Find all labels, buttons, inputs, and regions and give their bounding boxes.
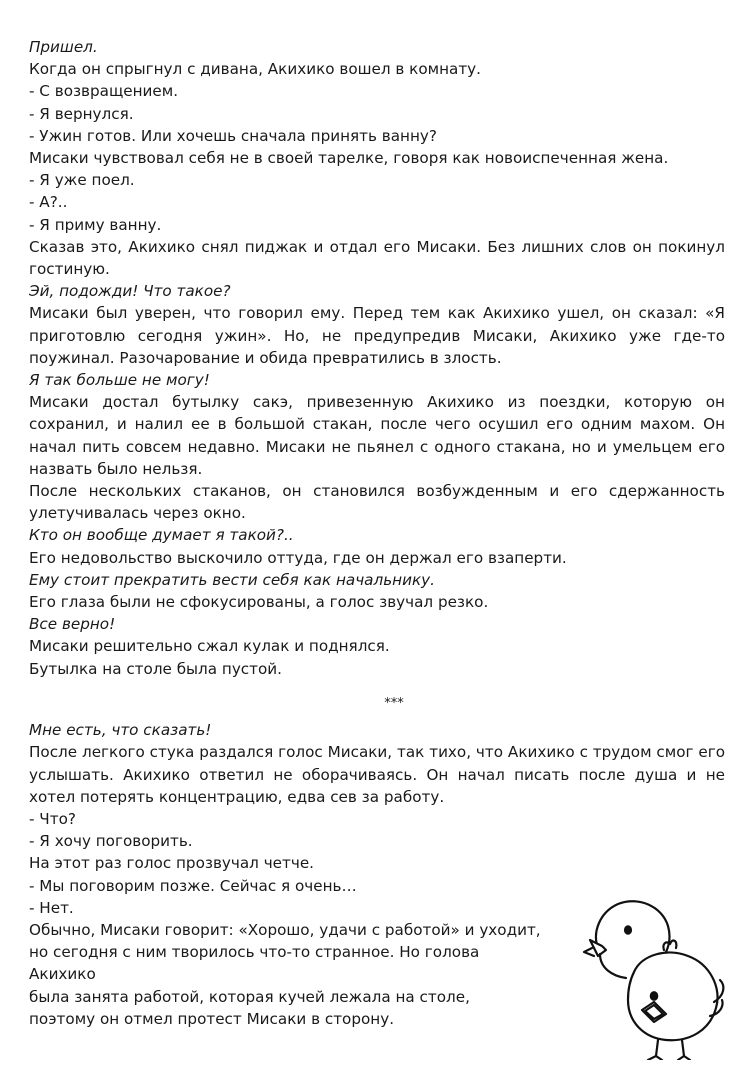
paragraph: Мисаки был уверен, что говорил ему. Перед тем как Акихико ушел, он сказал: «Я приготовлю сегодня ужин». Но, не предупредив Мисаки, Акихико уже где-то поужинал. Разочарование и обида превратились в злость. [29, 304, 725, 367]
paragraph: Его недовольство выскочило оттуда, где он держал его взаперти. [29, 548, 567, 567]
front-chick-icon [628, 941, 723, 1060]
paragraph: - Ужин готов. Или хочешь сначала принять ванну? [29, 126, 437, 145]
story-part-3 [29, 919, 549, 1030]
paragraph-line: но сегодня с ним творилось что-то странное. Но голова Акихико [29, 943, 480, 984]
paragraph: - Я приму ванну. [29, 215, 162, 234]
paragraph: После нескольких стаканов, он становился возбужденным и его сдержанность улетучивалась через окно. [29, 482, 725, 523]
paragraph: Мисаки достал бутылку сакэ, привезенную Акихико из поездки, которую он сохранил, и налил ее в большой стакан, после чего осушил его одним махом. Он начал пить совсем недавно. Мисаки не пьянел с одного стакана, но и умельцем его назвать было нельзя. [29, 393, 725, 478]
paragraph: Когда он спрыгнул с дивана, Акихико вошел в комнату. [29, 60, 481, 79]
paragraph: Ему стоит прекратить вести себя как начальнику. [29, 570, 435, 589]
paragraph: - Мы поговорим позже. Сейчас я очень… [29, 876, 357, 895]
two-chicks-icon [582, 890, 727, 1060]
paragraph: Все верно! [29, 615, 116, 634]
scene-separator: *** [384, 695, 404, 711]
paragraph-line: была занята работой, которая кучей лежала на столе, [29, 987, 470, 1006]
paragraph: Мисаки решительно сжал кулак и поднялся. [29, 637, 390, 656]
paragraph: На этот раз голос прозвучал четче. [29, 854, 315, 873]
story-part-1 [29, 36, 725, 680]
paragraph-line: Обычно, Мисаки говорит: «Хорошо, удачи с работой» и уходит, [29, 920, 541, 939]
paragraph: Я так больше не могу! [29, 371, 210, 390]
story-text [29, 36, 725, 1030]
paragraph: - Что? [29, 809, 76, 828]
paragraph: - Я вернулся. [29, 104, 134, 123]
paragraph: - Нет. [29, 898, 74, 917]
paragraph: Кто он вообще думает я такой?.. [29, 526, 294, 545]
paragraph: Его глаза были не сфокусированы, а голос звучал резко. [29, 593, 489, 612]
paragraph-line: поэтому он отмел протест Мисаки в сторону. [29, 1009, 395, 1028]
paragraph: Мне есть, что сказать! [29, 721, 212, 740]
paragraph: Бутылка на столе была пустой. [29, 659, 282, 678]
paragraph: Пришел. [29, 38, 98, 56]
paragraph: Эй, подожди! Что такое? [29, 282, 231, 301]
paragraph: - Я хочу поговорить. [29, 832, 193, 851]
paragraph: Мисаки чувствовал себя не в своей тарелке, говоря как новоиспеченная жена. [29, 149, 669, 168]
paragraph: Сказав это, Акихико снял пиджак и отдал его Мисаки. Без лишних слов он покинул гостиную. [29, 237, 725, 279]
story-part-2 [29, 719, 725, 919]
paragraph: После легкого стука раздался голос Мисаки, так тихо, что Акихико с трудом смог его услышать. Акихико ответил не оборачиваясь. Он начал писать после душа и не хотел потерять концентрацию, едва сев за работу. [29, 743, 725, 806]
paragraph: - А?.. [29, 193, 68, 212]
paragraph: - Я уже поел. [29, 171, 135, 190]
paragraph: - С возвращением. [29, 82, 179, 101]
